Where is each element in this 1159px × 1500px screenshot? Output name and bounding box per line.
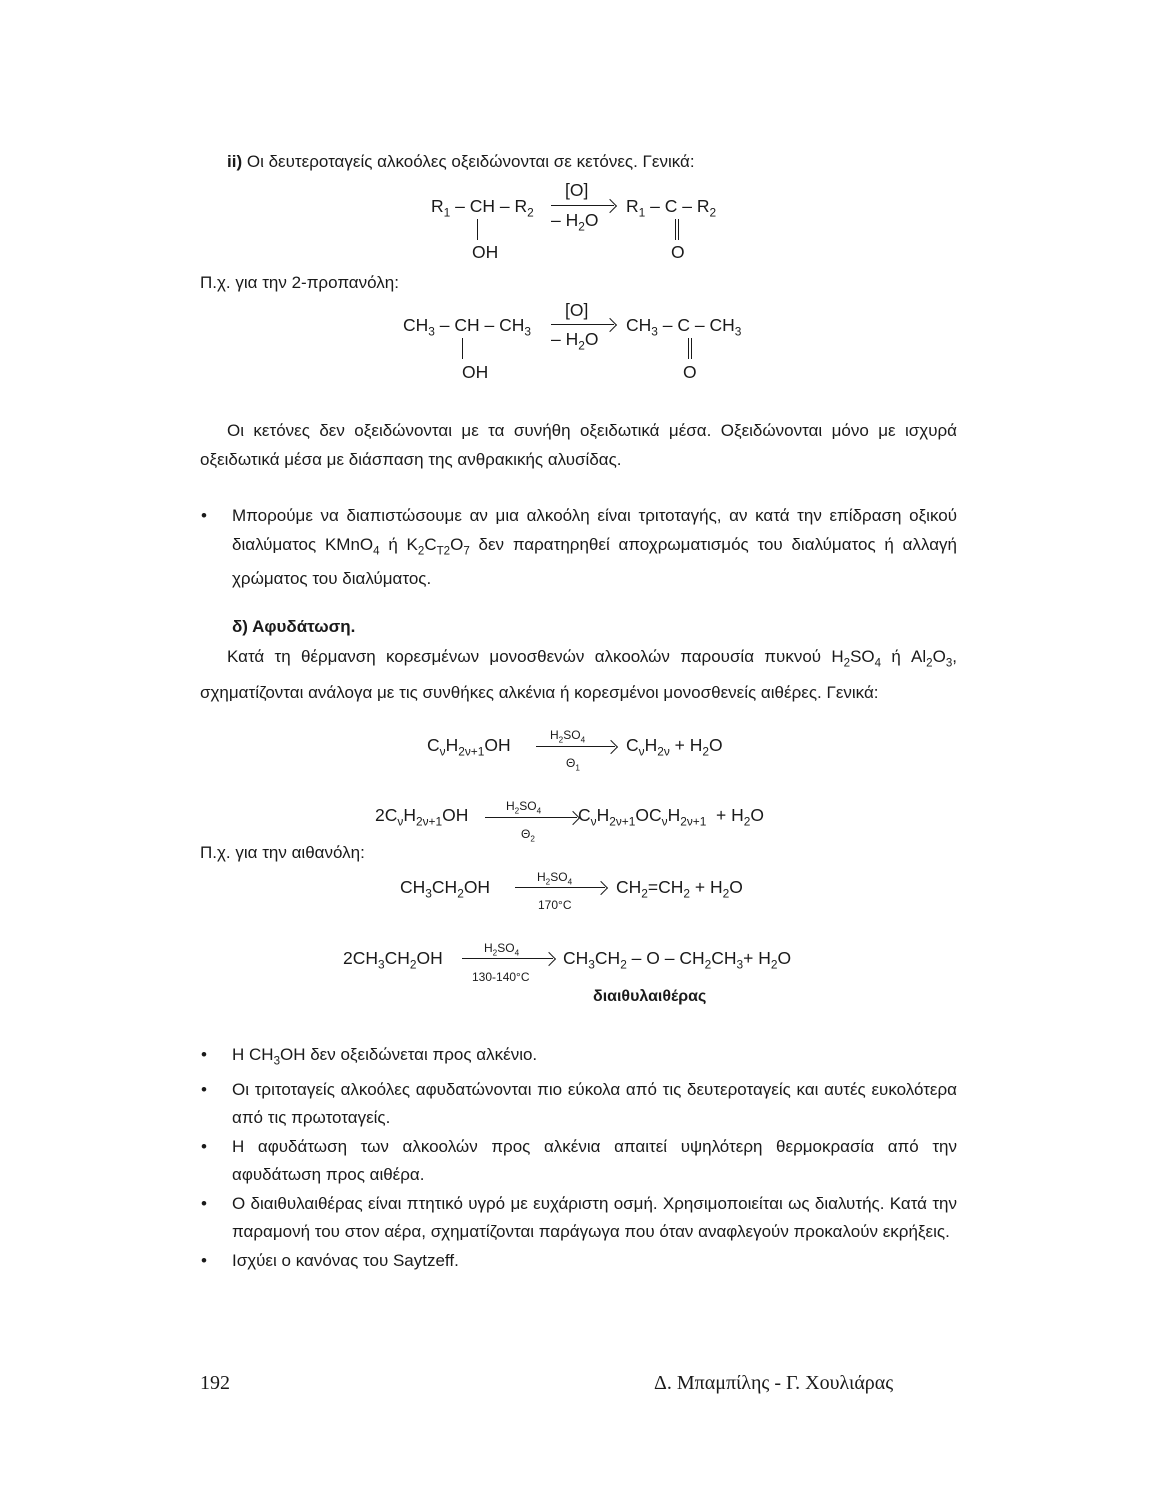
- section-ii-text: Οι δευτεροταγείς αλκοόλες οξειδώνονται σε κετόνες. Γενικά:: [246, 152, 695, 171]
- ethanol-reactant-2: $2CH_3CH_2OH$: [343, 948, 443, 972]
- acetone-product: $CH_3$ – C – $CH_3$: [626, 315, 742, 339]
- reaction-arrow: [515, 887, 605, 888]
- reaction-arrow: [551, 324, 614, 325]
- bullet-icon: •: [201, 1250, 207, 1270]
- propanol-reactant: $CH_3$ – CH – $CH_3$: [403, 315, 532, 339]
- eq-product: $R_1$ – C – $R_2$: [626, 196, 717, 220]
- alkene-condition: $\Theta_1$: [566, 756, 580, 773]
- ether-product: $C_\nu H_{2\nu+1}OC_\nu H_{2\nu+1} + H_2O$: [578, 805, 765, 829]
- propanol-byproduct: – $H_2O$: [551, 329, 599, 353]
- acetone-oxygen: O: [683, 362, 697, 382]
- eq-reactant: $R_1$ – CH – $R_2$: [431, 196, 534, 220]
- reaction-arrow: [485, 817, 577, 818]
- single-bond-line: [477, 219, 478, 240]
- double-bond-line: [688, 338, 692, 359]
- dehydration-paragraph: Κατά τη θέρμανση κορεσμένων μονοσθενών αλκοολών παρουσία πυκνού $H_2SO_4$ ή $Al_2O_3$, σχηματίζονται ανάλογα με τις συνθήκες αλκένια ή κορεσμένοι μονοσθενείς αιθέρες. Γενικά:: [200, 647, 957, 703]
- list-item: • Ισχύει ο κανόνας του Saytzeff.: [200, 1247, 957, 1276]
- eq-oxygen-label: O: [671, 242, 685, 262]
- ethene-product: $CH_2=CH_2 + H_2O$: [616, 877, 743, 901]
- footer-authors: Δ. Μπαμπίλης - Γ. Χουλιάρας: [654, 1372, 894, 1394]
- single-bond-line: [462, 338, 463, 359]
- bullet-icon: •: [201, 1136, 207, 1156]
- reaction-arrow: [536, 746, 615, 747]
- ketones-paragraph: Οι κετόνες δεν οξειδώνονται με τα συνήθη οξειδωτικά μέσα. Οξειδώνονται μόνο με ισχυρά οξειδωτικά μέσα με διάσπαση της ανθρακικής αλυσίδας.: [200, 421, 957, 469]
- list-item: • Οι τριτοταγείς αλκοόλες αφυδατώνονται πιο εύκολα από τις δευτεροταγείς και αυτές ευκολότερα από τις πρωτοταγείς.: [200, 1076, 957, 1133]
- notes-bullet-list: [200, 1041, 957, 1275]
- ether-condition-2: 130-140°C: [472, 970, 530, 984]
- example-propanol-label: Π.χ. για την 2-προπανόλη:: [200, 273, 399, 292]
- example-ethanol-label: Π.χ. για την αιθανόλη:: [200, 843, 365, 862]
- section-ii-label: ii): [227, 152, 243, 171]
- eq-reagent-label: [O]: [565, 180, 589, 200]
- bullet-icon: •: [201, 1193, 207, 1213]
- reaction-arrow: [462, 958, 553, 959]
- ethanol-reactant: $CH_3CH_2OH$: [400, 877, 491, 901]
- tertiary-bullet-list: [200, 502, 957, 594]
- alkene-reagent: $H_2SO_4$: [550, 728, 586, 745]
- list-item: • Η $CH_3OH$ δεν οξειδώνεται προς αλκένιο.: [200, 1041, 957, 1076]
- ethene-reagent: $H_2SO_4$: [537, 870, 573, 887]
- eq-byproduct-label: – $H_2O$: [551, 210, 599, 234]
- bullet-icon: •: [201, 506, 207, 525]
- propanol-reagent: [O]: [565, 300, 589, 320]
- list-item: • Ο διαιθυλαιθέρας είναι πτητικό υγρό με ευχάριστη οσμή. Χρησιμοποιείται ως διαλυτής. Κατά την παραμονή του στον αέρα, σχηματίζονται παράγωγα που όταν αναφλεγούν προκαλούν εκρήξεις.: [200, 1190, 957, 1247]
- ether-reagent-2: $H_2SO_4$: [484, 941, 520, 958]
- reaction-arrow: [551, 205, 614, 206]
- list-item: • Η αφυδάτωση των αλκοολών προς αλκένια απαιτεί υψηλότερη θερμοκρασία από την αφυδάτωση προς αιθέρα.: [200, 1133, 957, 1190]
- bullet-icon: •: [201, 1079, 207, 1099]
- ethene-condition: 170°C: [538, 898, 572, 912]
- eq-hydroxyl-label: OH: [472, 242, 499, 262]
- page-number: 192: [200, 1372, 230, 1394]
- diethyl-ether-product: $CH_3CH_2 - O - CH_2CH_3+ H_2O$: [563, 948, 792, 972]
- diethyl-ether-name: διαιθυλαιθέρας: [593, 988, 707, 1005]
- double-bond-line: [675, 219, 679, 240]
- list-item: • Μπορούμε να διαπιστώσουμε αν μια αλκοόλη είναι τριτοταγής, αν κατά την επίδραση οξικού διαλύματος KMnO$_4$ ή $K_2C_{T2}O_7$ δεν παρατηρηθεί αποχρωματισμός του διαλύματος ή αλλαγή χρώματος του διαλύματος.: [200, 502, 957, 594]
- alkene-product: $C_\nu H_{2\nu} + H_2O$: [626, 735, 723, 759]
- ether-reactant: $2C_\nu H_{2\nu+1}OH$: [375, 805, 469, 829]
- section-d-heading: δ) Αφυδάτωση.: [232, 617, 356, 636]
- alkene-reactant: $C_\nu H_{2\nu+1}OH$: [427, 735, 511, 759]
- bullet-icon: •: [201, 1045, 207, 1064]
- propanol-hydroxyl: OH: [462, 362, 489, 382]
- ether-condition: $\Theta_2$: [521, 827, 535, 844]
- ether-reagent: $H_2SO_4$: [506, 799, 542, 816]
- section-ii-line: [227, 152, 695, 172]
